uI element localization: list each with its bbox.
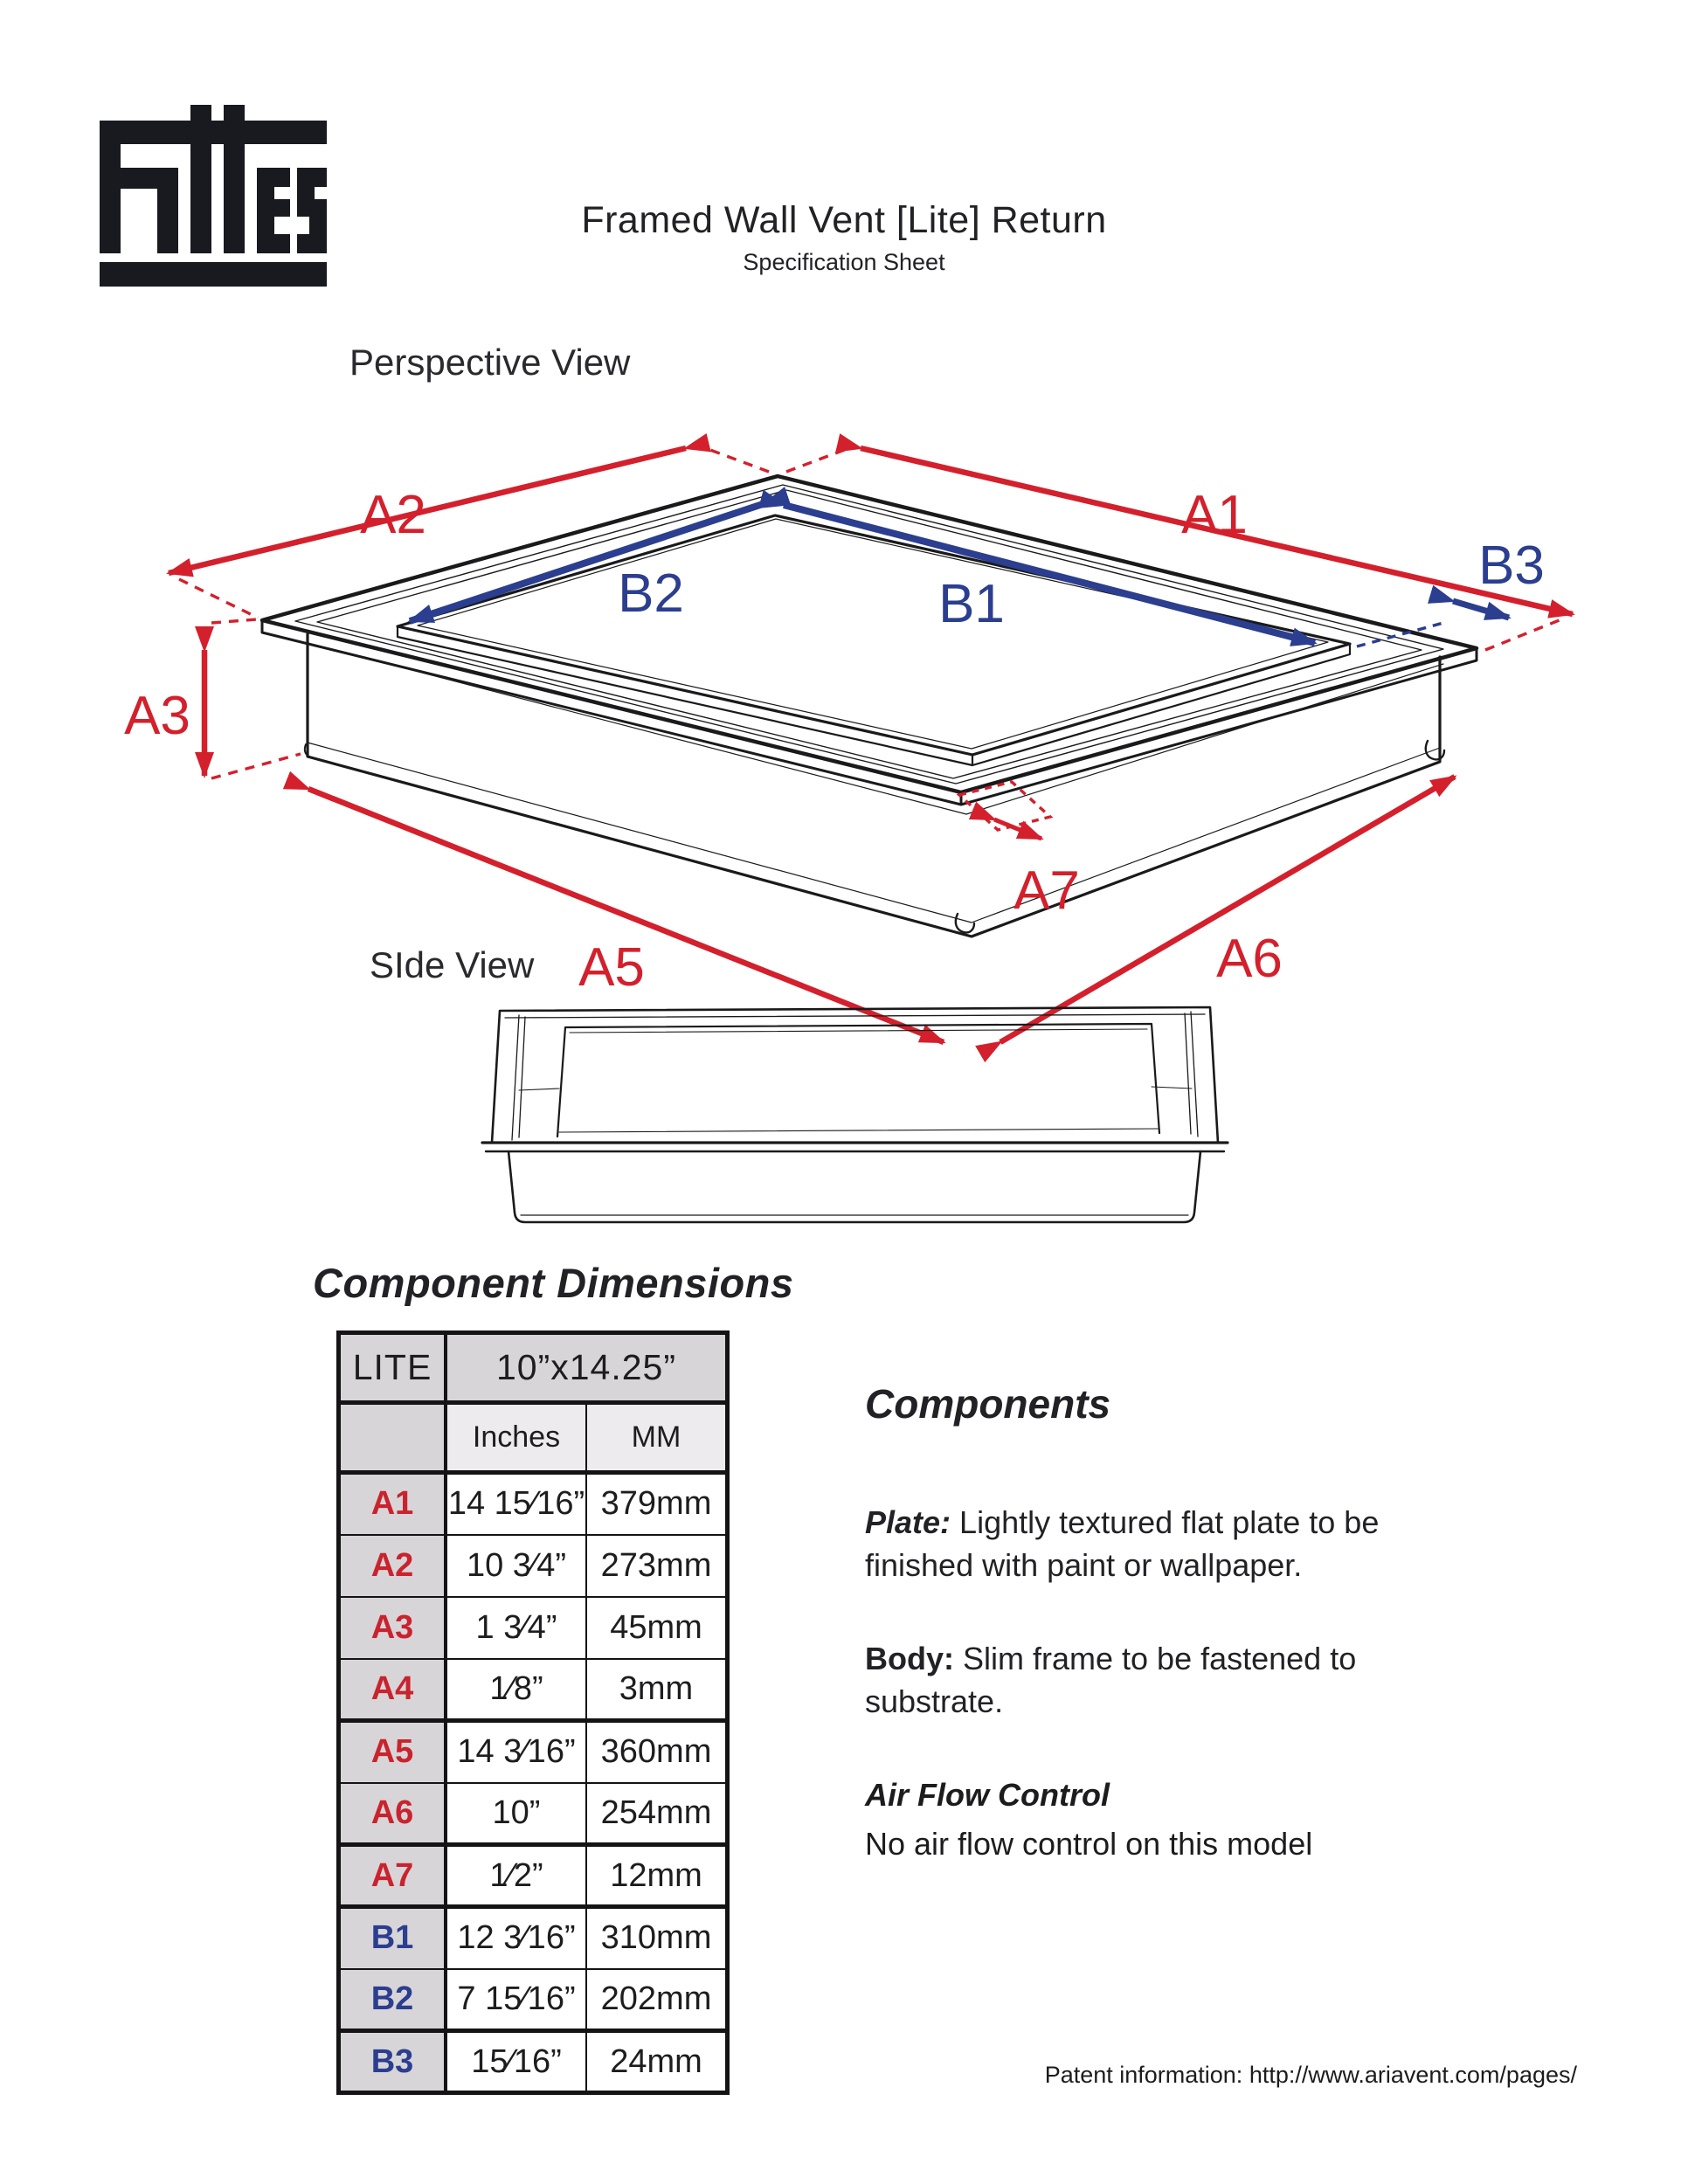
table-row-model [339, 1333, 728, 1403]
table-row: A2 10 3⁄4” 273mm [339, 1535, 728, 1597]
logo-underline [100, 262, 327, 287]
side-view-drawing [0, 996, 1688, 1249]
side-view-linework [482, 1007, 1228, 1222]
components-section [865, 1380, 1459, 1863]
perspective-view-drawing [0, 376, 1688, 1075]
plate-text: Lightly textured flat plate to be finished with paint or wallpaper. [865, 1504, 1380, 1583]
table-row: B2 7 15⁄16” 202mm [339, 1969, 728, 2031]
side-view-heading: SIde View [370, 944, 535, 985]
table-row: A5 14 3⁄16” 360mm [339, 1721, 728, 1783]
label-a6: A6 [1216, 929, 1283, 989]
table-row: A6 10” 254mm [339, 1783, 728, 1845]
label-a3: A3 [124, 686, 190, 746]
body-lead: Body: [865, 1641, 954, 1676]
label-a1: A1 [1181, 485, 1248, 545]
component-dimensions-heading: Component Dimensions [313, 1260, 794, 1306]
table-row: B3 15⁄16” 24mm [339, 2031, 728, 2093]
airflow-text: No air flow control on this model [865, 1826, 1313, 1862]
mm-header-cell: MM [586, 1403, 728, 1473]
arrow-a7 [994, 819, 1041, 839]
table-row: A7 1⁄2” 12mm [339, 1845, 728, 1907]
plate-lead: Plate: [865, 1504, 951, 1540]
page-title: Framed Wall Vent [Lite] Return [581, 199, 1107, 241]
label-b1: B1 [938, 574, 1005, 634]
components-heading: Components [865, 1381, 1111, 1427]
title-block [451, 199, 1237, 276]
page-subtitle: Specification Sheet [743, 249, 945, 275]
fittes-logo-letters [100, 105, 327, 287]
dimensions-table [336, 1330, 730, 2095]
label-a7: A7 [1013, 860, 1080, 921]
size-cell: 10”x14.25” [446, 1333, 728, 1403]
body-description [865, 1637, 1459, 1723]
table-row: A3 1 3⁄4” 45mm [339, 1597, 728, 1659]
table-row: B1 12 3⁄16” 310mm [339, 1907, 728, 1969]
model-cell: LITE [339, 1333, 446, 1403]
label-a2: A2 [360, 485, 426, 545]
body-text: Slim frame to be fastened to substrate. [865, 1641, 1357, 1719]
perspective-view-heading: Perspective View [349, 342, 631, 383]
plate-description [865, 1501, 1459, 1586]
units-empty-cell [339, 1403, 446, 1473]
table-row-units [339, 1403, 728, 1473]
fittes-logo [100, 105, 327, 287]
label-b2: B2 [618, 563, 684, 624]
airflow-heading: Air Flow Control [865, 1777, 1110, 1813]
table-row: A1 14 15⁄16” 379mm [339, 1473, 728, 1535]
arrow-b3 [1453, 601, 1509, 618]
label-a5: A5 [578, 937, 645, 998]
label-b3: B3 [1478, 536, 1545, 596]
blue-dashed-extension [1357, 623, 1443, 646]
patent-information: Patent information: http://www.ariavent.com/pages/ [1044, 2062, 1577, 2088]
inches-header-cell: Inches [446, 1403, 586, 1473]
table-row: A4 1⁄8” 3mm [339, 1659, 728, 1721]
